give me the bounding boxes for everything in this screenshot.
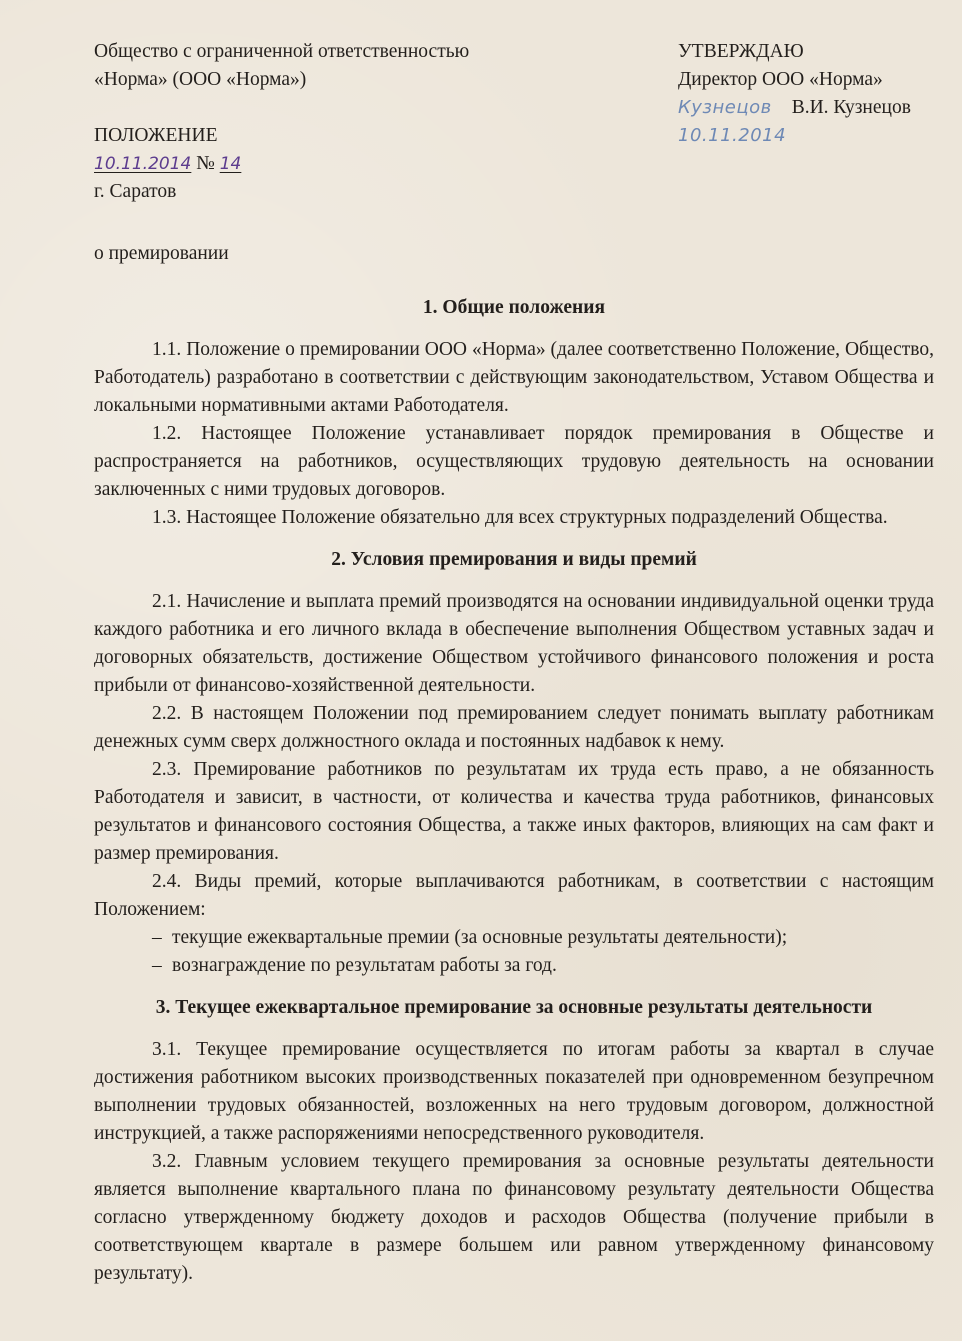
paragraph: 1.2. Настоящее Положение устанавливает порядок премирования в Обществе и распространяется на работников, осуществляющих трудовую деятельность на основании заключенных с ними трудовых договоров. bbox=[94, 423, 934, 500]
section-2 bbox=[94, 546, 934, 994]
header-left-block bbox=[94, 38, 564, 206]
section-title: 1. Общие положения bbox=[422, 297, 606, 318]
section-title: 3. Текущее ежеквартальное премирование за основные результаты деятельности bbox=[155, 997, 873, 1018]
paragraph: 3.2. Главным условием текущего премирования за основные результаты деятельности является выполнение квартального плана по финансовому результату деятельности Общества согласно утвержденному бюджету доходов и расходов Общества (получение прибыли в соответствующем квартале в размере большем или равном утвержденному финансовому результату). bbox=[94, 1151, 934, 1284]
approve-title: УТВЕРЖДАЮ bbox=[678, 41, 804, 62]
approve-date: 10.11.2014 bbox=[678, 125, 787, 146]
approver-name: В.И. Кузнецов bbox=[791, 97, 911, 118]
document-subject: о премировании bbox=[94, 243, 229, 264]
section-3 bbox=[94, 994, 934, 1302]
document-date: 10.11.2014 bbox=[94, 154, 192, 174]
list-item-text: вознаграждение по результатам работы за год. bbox=[172, 955, 557, 976]
list-item-text: текущие ежеквартальные премии (за основные результаты деятельности); bbox=[172, 927, 788, 948]
paragraph: 2.2. В настоящем Положении под премированием следует понимать выплату работникам денежных сумм сверх должностного оклада и постоянных надбавок к нему. bbox=[94, 703, 934, 752]
paragraph: 3.1. Текущее премирование осуществляется по итогам работы за квартал в случае достижения работником высоких производственных показателей при одновременном безупречном выполнении трудовых обязанностей, возложенных на него трудовым договором, должностной инструкцией, а также распоряжениями непосредственного руководителя. bbox=[94, 1039, 934, 1144]
list-item bbox=[94, 924, 934, 952]
approval-block bbox=[678, 38, 948, 150]
paragraph: 1.3. Настоящее Положение обязательно для всех структурных подразделений Общества. bbox=[152, 507, 888, 528]
document-body bbox=[94, 294, 934, 1302]
organization-name-line1: Общество с ограниченной ответственностью bbox=[94, 41, 470, 62]
list-marker: – bbox=[152, 927, 162, 948]
paragraph: 2.1. Начисление и выплата премий производятся на основании индивидуальной оценки труда каждого работника и его личного вклада в обеспечение выполнения Обществом уставных задач и договорных обязательств, достижение Обществом устойчивого финансового положения и роста прибыли от финансово-хозяйственной деятельности. bbox=[94, 591, 934, 696]
document-type: ПОЛОЖЕНИЕ bbox=[94, 125, 218, 146]
paragraph: 1.1. Положение о премировании ООО «Норма» (далее соответственно Положение, Общество, Работодатель) разработано в соответствии с действующим законодательством, Уставом Общества и локальными нормативными актами Работодателя. bbox=[94, 339, 934, 416]
organization-name-line2: «Норма» (ООО «Норма») bbox=[94, 69, 307, 90]
paragraph: 2.4. Виды премий, которые выплачиваются работникам, в соответствии с настоящим Положением: bbox=[94, 871, 934, 920]
approve-position: Директор ООО «Норма» bbox=[678, 69, 883, 90]
handwritten-signature: Кузнецов bbox=[678, 97, 772, 118]
paragraph: 2.3. Премирование работников по результатам их труда есть право, а не обязанность Работодателя и зависит, в частности, от количества и качества труда работников, финансовых результатов и финансового состояния Общества, а также иных факторов, влияющих на сам факт и размер премирования. bbox=[94, 759, 934, 864]
approve-signature-line bbox=[678, 94, 948, 122]
list-item bbox=[94, 952, 934, 980]
document-date-number bbox=[94, 150, 564, 178]
document-city: г. Саратов bbox=[94, 181, 177, 202]
section-title: 2. Условия премирования и виды премий bbox=[331, 549, 697, 570]
number-sign: № bbox=[196, 153, 215, 174]
list-marker: – bbox=[152, 955, 162, 976]
section-1 bbox=[94, 294, 934, 546]
document-number: 14 bbox=[219, 154, 242, 174]
